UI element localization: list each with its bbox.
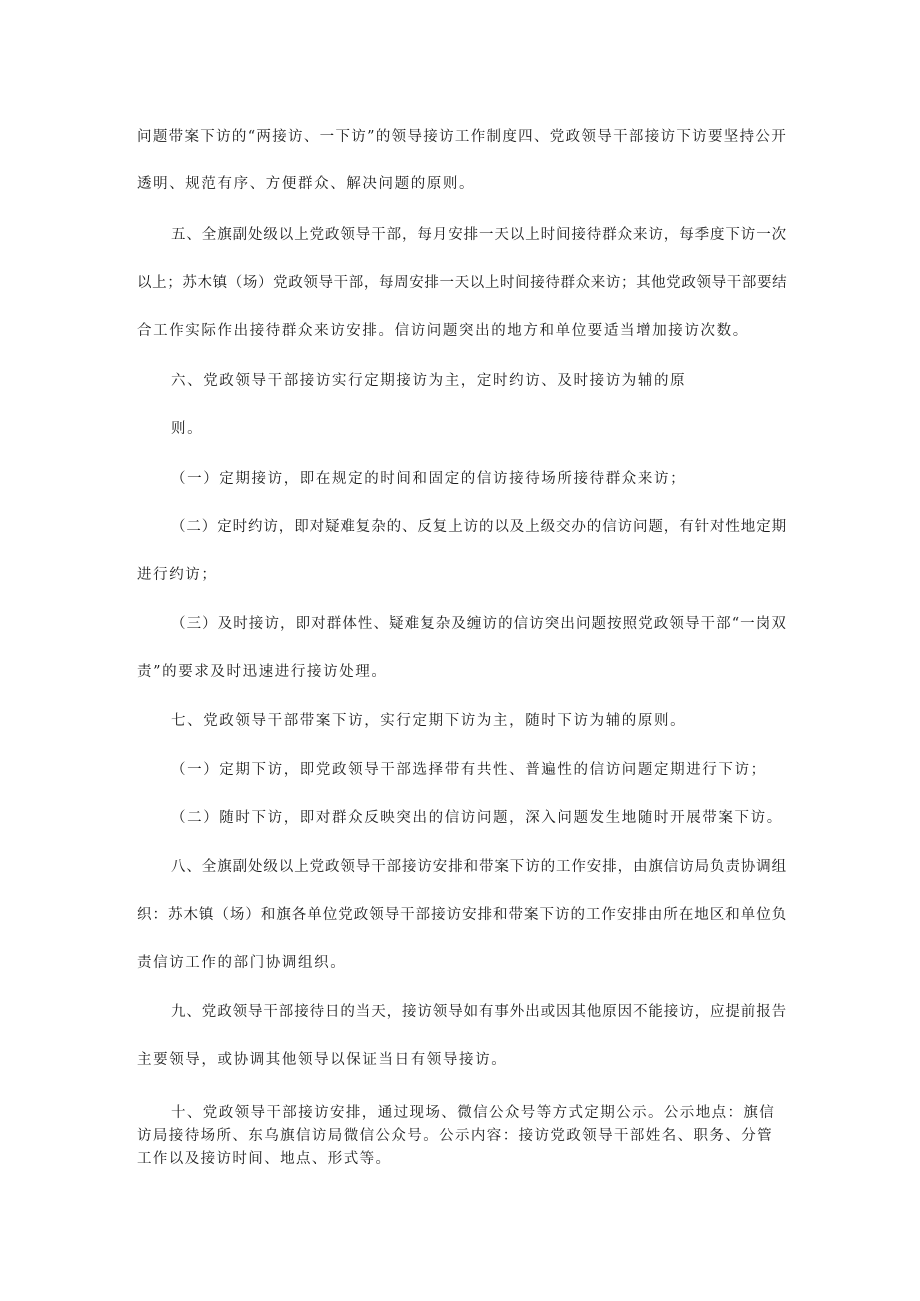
text-line: 则。: [171, 421, 204, 437]
text-line: 五、全旗副处级以上党政领导干部，每月安排一天以上时间接待群众来访，每季度下访一次: [171, 227, 787, 243]
text-line: （二）定时约访，即对疑难复杂的、反复上访的以及上级交办的信访问题，有针对性地定期: [171, 519, 787, 535]
text-line: 合工作实际作出接待群众来访安排。信访问题突出的地方和单位要适当增加接访次数。: [137, 323, 749, 339]
text-line: 问题带案下访的“两接访、一下访”的领导接访工作制度四、党政领导干部接访下访要坚持公开: [137, 129, 788, 145]
text-line: 进行约访；: [137, 567, 218, 583]
text-line: 九、党政领导干部接待日的当天，接访领导如有事外出或因其他原因不能接访，应提前报告: [171, 1004, 787, 1020]
text-line: 责信访工作的部门协调组织。: [137, 955, 347, 971]
text-line: （三）及时接访，即对群体性、疑难复杂及缠访的信访突出问题按照党政领导干部“一岗双: [171, 616, 787, 632]
text-line: 责”的要求及时迅速进行接访处理。: [137, 664, 388, 680]
text-line: 八、全旗副处级以上党政领导干部接访安排和带案下访的工作安排，由旗信访局负责协调组: [171, 859, 787, 875]
final-paragraph: 十、党政领导干部接访安排，通过现场、微信公众号等方式定期公示。公示地点：旗信访局接待场所、东乌旗信访局微信公众号。公示内容：接访党政领导干部姓名、职务、分管工作以及接访时间、地点、形式等。: [137, 1105, 776, 1167]
text-line: 织：苏木镇（场）和旗各单位党政领导干部接访安排和带案下访的工作安排由所在地区和单位负: [137, 907, 788, 923]
text-line: 透明、规范有序、方便群众、解决问题的原则。: [137, 176, 476, 192]
text-line: 六、党政领导干部接访实行定期接访为主，定时约访、及时接访为辅的原: [171, 373, 687, 389]
text-line: 主要领导，或协调其他领导以保证当日有领导接访。: [137, 1052, 508, 1068]
text-line: 七、党政领导干部带案下访，实行定期下访为主，随时下访为辅的原则。: [171, 713, 687, 729]
text-line: （二）随时下访，即对群众反映突出的信访问题，深入问题发生地随时开展带案下访。: [171, 810, 783, 826]
text-line: 以上；苏木镇（场）党政领导干部，每周安排一天以上时间接待群众来访；其他党政领导干部要结: [137, 275, 788, 291]
text-line: （一）定期下访，即党政领导干部选择带有共性、普遍性的信访问题定期进行下访；: [171, 762, 767, 778]
text-line: （一）定期接访，即在规定的时间和固定的信访接待场所接待群众来访；: [171, 471, 687, 487]
